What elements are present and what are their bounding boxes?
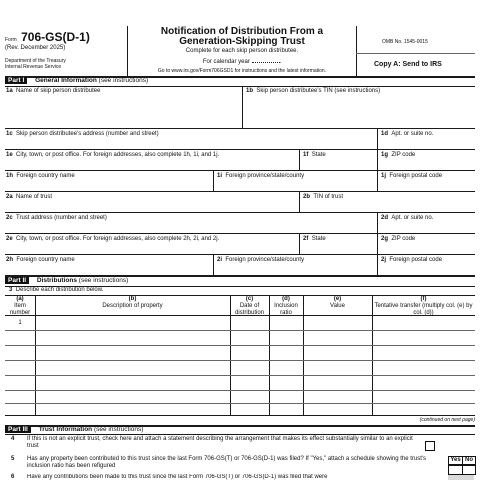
field-1c[interactable]: 1c Skip person distributee's address (number and street) <box>6 131 159 137</box>
calendar-year-field[interactable] <box>252 57 280 63</box>
copy-designation: Copy A: Send to IRS <box>374 61 442 68</box>
line-5-number: 5 <box>11 456 15 462</box>
row-divider <box>242 86 243 128</box>
form-number-block <box>5 28 90 46</box>
field-1a[interactable]: 1a Name of skip person distributee <box>6 88 101 94</box>
line-5-yes-box[interactable] <box>448 465 463 475</box>
table-row[interactable] <box>5 390 475 391</box>
row-divider <box>299 233 300 254</box>
part1-heading-rule <box>5 86 475 87</box>
part3-heading-rule <box>5 434 475 435</box>
col-header-e: (e) Value <box>330 296 345 309</box>
col-header-f: (f) Tentative transfer (multiply col. (e) by col. (d)) <box>374 296 473 316</box>
part2-label: Part II <box>5 277 29 284</box>
omb-divider <box>356 53 475 54</box>
table-row[interactable] <box>5 330 475 331</box>
line-5-no-box[interactable] <box>462 465 476 475</box>
part2-note: (see instructions) <box>78 277 129 284</box>
row-divider <box>299 191 300 212</box>
table-row[interactable] <box>5 360 475 361</box>
irs-name: Internal Revenue Service <box>5 64 62 70</box>
line-6-answer-shade <box>448 475 474 480</box>
field-1f[interactable]: 1f State <box>303 152 326 158</box>
row-divider <box>377 212 378 233</box>
form-page <box>5 0 475 480</box>
line-4-checkbox[interactable] <box>425 441 435 451</box>
field-1j[interactable]: 1j Foreign postal code <box>381 173 443 179</box>
row-divider <box>299 149 300 170</box>
field-2a[interactable]: 2a Name of trust <box>6 194 53 200</box>
line-6-number: 6 <box>11 474 15 480</box>
line-5-text: Has any property been contributed to this trust since the last Form 706-GS(T) or 706-GS(D-1) was filed? If "Yes," attach a schedule showing the trust's inclusion ratio has been refigured <box>27 456 427 469</box>
field-2i[interactable]: 2i Foreign province/state/county <box>217 257 305 263</box>
item-number: 1 <box>18 320 22 326</box>
line-3-text: Describe each distribution below. <box>15 287 104 293</box>
revision-date: (Rev. December 2025) <box>5 45 66 51</box>
part3-heading <box>5 426 143 434</box>
field-2j[interactable]: 2j Foreign postal code <box>381 257 443 263</box>
part1-note: (see instructions) <box>98 77 149 84</box>
part1-title: General Information <box>35 77 97 84</box>
table-row[interactable] <box>5 375 475 376</box>
row-divider <box>377 128 378 149</box>
omb-number: OMB No. 1545-0015 <box>382 39 428 45</box>
field-2f[interactable]: 2f State <box>303 236 326 242</box>
row-rule <box>5 254 475 255</box>
part3-note: (see instructions) <box>93 426 144 433</box>
row-divider <box>377 170 378 191</box>
department-name: Department of the Treasury <box>5 58 66 64</box>
col-header-c: (c) Date of distribution <box>234 296 264 316</box>
col-header-a: (a) Item number <box>9 296 31 316</box>
table-row[interactable] <box>5 345 475 346</box>
calendar-year-suffix: . <box>279 59 282 65</box>
form-subtitle: Complete for each skip person distributee. <box>185 48 299 54</box>
row-divider <box>377 233 378 254</box>
table-header-rule <box>5 315 475 316</box>
field-1i[interactable]: 1i Foreign province/state/county <box>217 173 305 179</box>
field-1d[interactable]: 1d Apt. or suite no. <box>381 131 434 137</box>
field-1g[interactable]: 1g ZIP code <box>381 152 416 158</box>
line-3 <box>9 287 103 294</box>
field-2d[interactable]: 2d Apt. or suite no. <box>381 215 434 221</box>
col-header-d: (d) Inclusion ratio <box>274 296 298 316</box>
part1-heading <box>5 77 148 85</box>
col-header-b: (b) Description of property <box>102 296 163 309</box>
row-rule <box>5 191 475 192</box>
line-4-text: If this is not an explicit trust, check here and attach a statement describing the arrangement that makes its effect substantially similar to an explicit trust <box>27 436 413 449</box>
row-rule <box>5 170 475 171</box>
part3-label: Part III <box>5 426 31 433</box>
row-divider <box>213 170 214 191</box>
row-rule <box>5 212 475 213</box>
col-divider <box>303 295 304 415</box>
row-divider <box>377 254 378 275</box>
field-1e[interactable]: 1e City, town, or post office. For foreign addresses, also complete 1h, 1i, and 1j. <box>6 152 220 158</box>
row-rule <box>5 149 475 150</box>
field-2h[interactable]: 2h Foreign country name <box>6 257 75 263</box>
calendar-year-line <box>127 57 357 66</box>
row-rule <box>5 128 475 129</box>
col-divider <box>35 295 36 415</box>
continued-note: (continued on next page) <box>419 417 475 423</box>
line-3-number: 3 <box>9 287 13 293</box>
row-rule <box>5 233 475 234</box>
form-title-line1: Notification of Distribution From a <box>160 26 324 37</box>
calendar-year-label: For calendar year <box>202 59 250 65</box>
field-1b[interactable]: 1b Skip person distributee's TIN (see instructions) <box>246 88 381 94</box>
form-title-line2: Generation-Skipping Trust <box>179 36 305 47</box>
yes-header: Yes <box>448 456 463 465</box>
part2-title: Distributions <box>36 277 77 284</box>
line-6-text: Have any contributions been made to this trust since the last Form 706-GS(T) or 706-GS(D-1) was filed that were <box>27 474 328 480</box>
goto-instructions: Go to www.irs.gov/Form706GSD1 for instructions and the latest information. <box>157 68 327 74</box>
row-divider <box>213 254 214 275</box>
field-2e[interactable]: 2e City, town, or post office. For foreign addresses, also complete 2h, 2i, and 2j. <box>6 236 220 242</box>
table-bottom-rule <box>5 415 475 416</box>
part2-heading <box>5 277 128 285</box>
form-word: Form <box>5 37 17 43</box>
table-row[interactable] <box>5 403 475 404</box>
no-header: No <box>462 456 476 465</box>
field-2g[interactable]: 2g ZIP code <box>381 236 416 242</box>
field-1h[interactable]: 1h Foreign country name <box>6 173 75 179</box>
part3-title: Trust Information <box>38 426 93 433</box>
form-number: 706-GS(D-1) <box>21 30 90 44</box>
part1-label: Part I <box>5 77 27 84</box>
row-divider <box>377 149 378 170</box>
field-2b[interactable]: 2b TIN of trust <box>303 194 344 200</box>
line-4-number: 4 <box>11 436 15 442</box>
field-2c[interactable]: 2c Trust address (number and street) <box>6 215 107 221</box>
